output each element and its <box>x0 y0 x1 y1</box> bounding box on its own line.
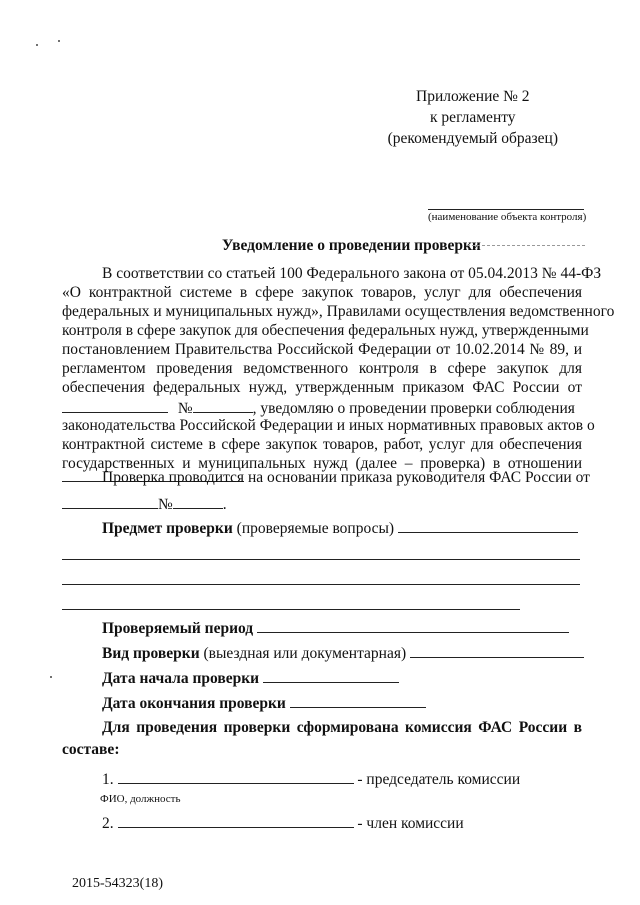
order-no-sign: № <box>177 400 193 417</box>
member-2-blank[interactable] <box>118 813 354 828</box>
start-row <box>102 668 399 688</box>
scan-speck <box>36 44 38 46</box>
order-date-blank[interactable] <box>62 398 168 413</box>
para1-line-8 <box>62 398 575 418</box>
basis-no-sign: № <box>158 496 173 513</box>
order-number-blank[interactable] <box>193 398 253 413</box>
annex-line-1: Приложение № 2 <box>416 88 530 105</box>
basis-text: Проверка проводится на основании приказа руководителя ФАС России от <box>102 469 590 486</box>
commission-line-2: составе: <box>62 741 120 758</box>
basis-date-blank[interactable] <box>62 494 158 509</box>
scan-speck <box>58 40 60 42</box>
para1-line-10: контрактной системе в сфере закупок товаров, работ, услуг для обеспечения <box>62 436 582 453</box>
para1-line-4: контроля в сфере закупок для обеспечения федеральных нужд, утвержденными <box>62 322 589 339</box>
para1-line-8-rest: , уведомляю о проведении проверки соблюдения <box>252 400 575 417</box>
end-label: Дата окончания проверки <box>102 695 286 712</box>
commission-line-1: Для проведения проверки сформирована комиссия ФАС России в <box>102 719 582 736</box>
subject-line-3[interactable] <box>62 584 580 585</box>
member-1-num: 1. <box>102 771 114 788</box>
para1-line-11: государственных и муниципальных нужд (далее – проверка) в отношении <box>62 455 582 472</box>
para1-line-7: обеспечения федеральных нужд, утвержденным приказом ФАС России от <box>62 379 582 396</box>
para1-line-3: федеральных и муниципальных нужд», Правилами осуществления ведомственного <box>62 303 615 320</box>
basis-line-2 <box>62 494 227 514</box>
subject-label: Предмет проверки <box>102 520 233 537</box>
member-1-role: - председатель комиссии <box>357 771 521 788</box>
end-blank[interactable] <box>290 693 426 708</box>
basis-end: . <box>222 496 227 513</box>
fio-caption: ФИО, должность <box>100 793 181 805</box>
member-row-2 <box>102 813 464 833</box>
period-blank[interactable] <box>257 618 569 633</box>
basis-number-blank[interactable] <box>173 494 223 509</box>
para1-line-2: «О контрактной системе в сфере закупок товаров, услуг для обеспечения <box>62 284 582 301</box>
end-row <box>102 693 426 713</box>
subject-line-2[interactable] <box>62 559 580 560</box>
period-label: Проверяемый период <box>102 620 254 637</box>
member-2-role: - член комиссии <box>357 815 464 832</box>
para1-line-5: постановлением Правительства Российской Федерации от 10.02.2014 № 89, и <box>62 341 582 358</box>
subject-hint: (проверяемые вопросы) <box>236 520 395 537</box>
kind-row <box>102 643 584 663</box>
kind-label: Вид проверки <box>102 645 200 662</box>
member-2-num: 2. <box>102 815 114 832</box>
subject-row <box>102 518 578 538</box>
period-row <box>102 618 569 638</box>
control-object-line <box>428 209 584 210</box>
dotted-trail <box>467 245 585 246</box>
para1-line-9: законодательства Российской Федерации и иных нормативных правовых актов о <box>62 417 595 434</box>
kind-hint: (выездная или документарная) <box>203 645 407 662</box>
annex-header <box>388 86 558 149</box>
kind-blank[interactable] <box>410 643 584 658</box>
start-label: Дата начала проверки <box>102 670 260 687</box>
member-row-1 <box>102 769 520 789</box>
para1-line-1: В соответствии со статьей 100 Федерального закона от 05.04.2013 № 44-ФЗ <box>102 265 602 282</box>
control-object-caption: (наименование объекта контроля) <box>428 211 587 223</box>
annex-line-3: (рекомендуемый образец) <box>387 130 558 147</box>
annex-line-2: к регламенту <box>430 109 516 126</box>
subject-line-4[interactable] <box>62 609 520 610</box>
start-blank[interactable] <box>263 668 399 683</box>
subject-blank[interactable] <box>398 518 578 533</box>
page-title: Уведомление о проведении проверки <box>222 237 481 254</box>
scan-speck <box>50 676 52 678</box>
footer-code: 2015-54323(18) <box>72 876 163 891</box>
member-1-blank[interactable] <box>118 769 354 784</box>
para1-line-6: регламентом проведения ведомственного контроля в сфере закупок для <box>62 360 582 377</box>
